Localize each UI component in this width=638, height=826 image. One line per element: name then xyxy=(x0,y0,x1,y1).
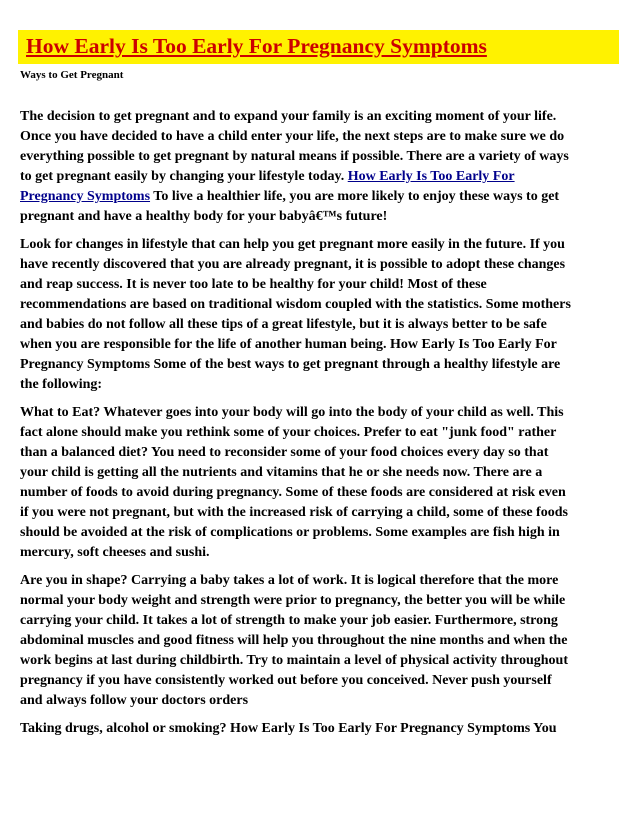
inline-article-link-continued[interactable]: Pregnancy Symptoms xyxy=(20,189,151,204)
text-line: than a balanced diet? You need to reconsider some of your food choices every day so that xyxy=(20,445,549,460)
text-line: Look for changes in lifestyle that can help you get pregnant more easily in the future. If you xyxy=(20,237,565,252)
text-line: pregnant and have a healthy body for your babyâ€™s future! xyxy=(20,209,388,224)
text-line: and babies do not follow all these tips of a great lifestyle, but it is always better to be safe xyxy=(20,317,547,332)
text-line: everything possible to get pregnant by natural means if possible. There are a variety of ways xyxy=(20,149,569,164)
paragraph-lifestyle xyxy=(20,235,625,395)
text-segment: to get pregnant easily by changing your lifestyle today. xyxy=(20,169,348,184)
text-line: number of foods to avoid during pregnancy. Some of these foods are considered at risk even xyxy=(20,485,566,500)
inline-article-link[interactable]: How Early Is Too Early For xyxy=(347,169,515,184)
text-line: pregnancy if you have consistently worked out before you conceived. Never push yourself xyxy=(20,673,552,688)
text-line: when you are responsible for the life of another human being. How Early Is Too Early For xyxy=(20,337,557,352)
text-line: What to Eat? Whatever goes into your body will go into the body of your child as well. This xyxy=(20,405,564,420)
text-line: The decision to get pregnant and to expand your family is an exciting moment of your life. xyxy=(20,109,557,124)
text-line xyxy=(20,167,625,187)
text-line: mercury, soft cheeses and sushi. xyxy=(20,545,210,560)
paragraph-intro xyxy=(20,107,625,227)
text-line: abdominal muscles and good fitness will help you throughout the nine months and when the xyxy=(20,633,568,648)
text-line: Are you in shape? Carrying a baby takes a lot of work. It is logical therefore that the more xyxy=(20,573,559,588)
text-line: if you were not pregnant, but with the increased risk of carrying a child, some of these foods xyxy=(20,505,568,520)
text-line: your child is getting all the nutrients and vitamins that he or she needs now. There are a xyxy=(20,465,543,480)
text-line: have recently discovered that you are already pregnant, it is possible to adopt these changes xyxy=(20,257,566,272)
text-line: Once you have decided to have a child enter your life, the next steps are to make sure we do xyxy=(20,129,565,144)
document-title-link[interactable]: How Early Is Too Early For Pregnancy Symptoms xyxy=(26,34,487,58)
text-line: and always follow your doctors orders xyxy=(20,693,249,708)
text-line: and reap success. It is never too late to be healthy for your child! Most of these xyxy=(20,277,487,292)
text-line: fact alone should make you rethink some of your choices. Prefer to eat "junk food" rather xyxy=(20,425,557,440)
text-line: recommendations are based on traditional wisdom coupled with the statistics. Some mothers xyxy=(20,297,571,312)
text-line: Pregnancy Symptoms Some of the best ways to get pregnant through a healthy lifestyle are xyxy=(20,357,561,372)
title-banner xyxy=(18,30,619,64)
text-line: normal your body weight and strength were prior to pregnancy, the better you will be while xyxy=(20,593,566,608)
text-segment: To live a healthier life, you are more likely to enjoy these ways to get xyxy=(150,189,560,204)
paragraph-in-shape xyxy=(20,571,625,711)
text-line: the following: xyxy=(20,377,103,392)
text-line: should be avoided at the risk of complications or problems. Some examples are fish high in xyxy=(20,525,560,540)
document-subtitle: Ways to Get Pregnant xyxy=(20,69,124,81)
paragraph-what-to-eat xyxy=(20,403,625,563)
article-body xyxy=(20,107,625,747)
text-line: carrying your child. It takes a lot of strength to make your job easier. Furthermore, strong xyxy=(20,613,558,628)
paragraph-drugs-alcohol xyxy=(20,719,625,739)
text-line: Taking drugs, alcohol or smoking? How Early Is Too Early For Pregnancy Symptoms You xyxy=(20,721,557,736)
text-line xyxy=(20,187,625,207)
text-line: work begins at last during childbirth. Try to maintain a level of physical activity throughout xyxy=(20,653,568,668)
